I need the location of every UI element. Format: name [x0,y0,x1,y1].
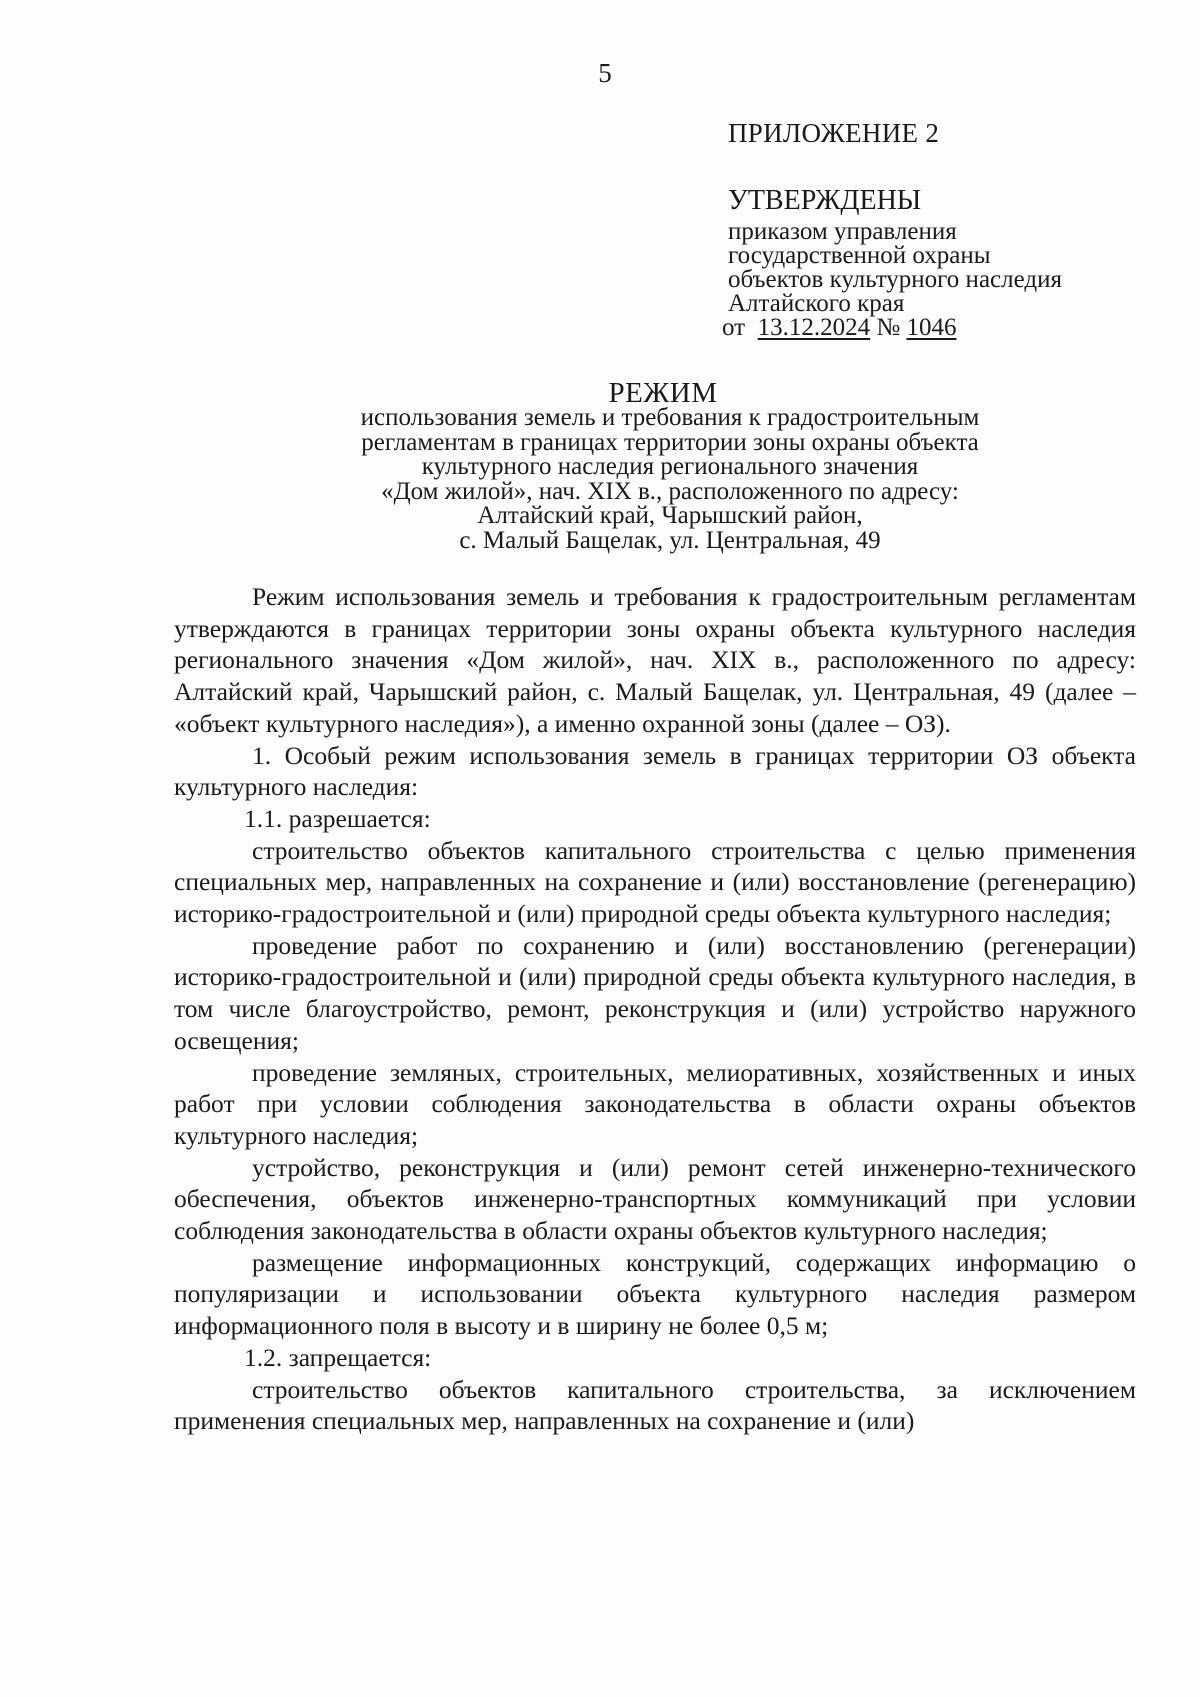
order-prefix: от [722,314,746,341]
page-number: 5 [598,58,612,88]
subtitle-line: использования земель и требования к градостроительным [360,404,980,431]
section-heading: 1. Особый режим использования земель в границах территории ОЗ объекта культурного наследия: [174,740,1136,802]
approval-line: приказом управления [728,218,957,245]
body-paragraph: Режим использования земель и требования к градостроительным регламентам утверждаются в границах территории зоны охраны объекта культурного наследия регионального значения «Дом жилой», нач. XIX в., расположенного по адресу: Алтайский край, Чарышский район, с. Малый Бащелак, ул. Центральная, 49 (далее – «объект культурного наследия»), а именно охранной зоны (далее – ОЗ). [174,582,1136,738]
approval-block [722,185,1062,341]
subsection-heading: 1.1. разрешается: [244,803,431,833]
list-item: проведение земляных, строительных, мелиоративных, хозяйственных и иных работ при условии соблюдения законодательства в области охраны объектов культурного наследия; [174,1057,1136,1150]
order-number: 1046 [906,314,957,341]
document-subtitle [290,406,1050,553]
list-item: размещение информационных конструкций, содержащих информацию о популяризации и использовании объекта культурного наследия размером информационного поля в высоту и в ширину не более 0,5 м; [174,1247,1136,1341]
list-item: строительство объектов капитального строительства, за исключением применения специальных мер, направленных на сохранение и (или) [174,1374,1136,1436]
subtitle-line: с. Малый Бащелак, ул. Центральная, 49 [459,526,881,554]
subtitle-line: «Дом жилой», нач. XIX в., расположенного по адресу: [381,477,959,505]
subtitle-line: регламентам в границах территории зоны охраны объекта [361,428,979,456]
subtitle-line: культурного наследия регионального значения [421,453,919,480]
order-line [722,316,1062,340]
subtitle-line: Алтайский край, Чарышский район, [477,502,863,529]
approval-line: Алтайского края [728,290,905,317]
document-title: РЕЖИМ [608,377,718,409]
approval-line: объектов культурного наследия [728,266,1062,293]
list-item: устройство, реконструкция и (или) ремонт сетей инженерно-технического обеспечения, объектов инженерно-транспортных коммуникаций при условии соблюдения законодательства в области охраны объектов культурного наследия; [174,1152,1136,1246]
order-number-sign: № [876,314,901,341]
document-body [174,581,1136,1437]
approval-line: государственной охраны [728,242,991,269]
list-item: строительство объектов капитального строительства с целью применения специальных мер, направленных на сохранение и (или) восстановление (регенерацию) историко-градостроительной и (или) природной среды объекта культурного наследия; [174,835,1136,929]
approved-label: УТВЕРЖДЕНЫ [728,185,922,216]
list-item: проведение работ по сохранению и (или) восстановлению (регенерации) историко-градостроительной и (или) природной среды объекта культурного наследия, в том числе благоустройство, ремонт, реконструкция и (или) устройство наружного освещения; [174,930,1136,1055]
appendix-heading: ПРИЛОЖЕНИЕ 2 [728,118,940,148]
order-date: 13.12.2024 [757,314,871,341]
subsection-heading: 1.2. запрещается: [244,1342,432,1372]
